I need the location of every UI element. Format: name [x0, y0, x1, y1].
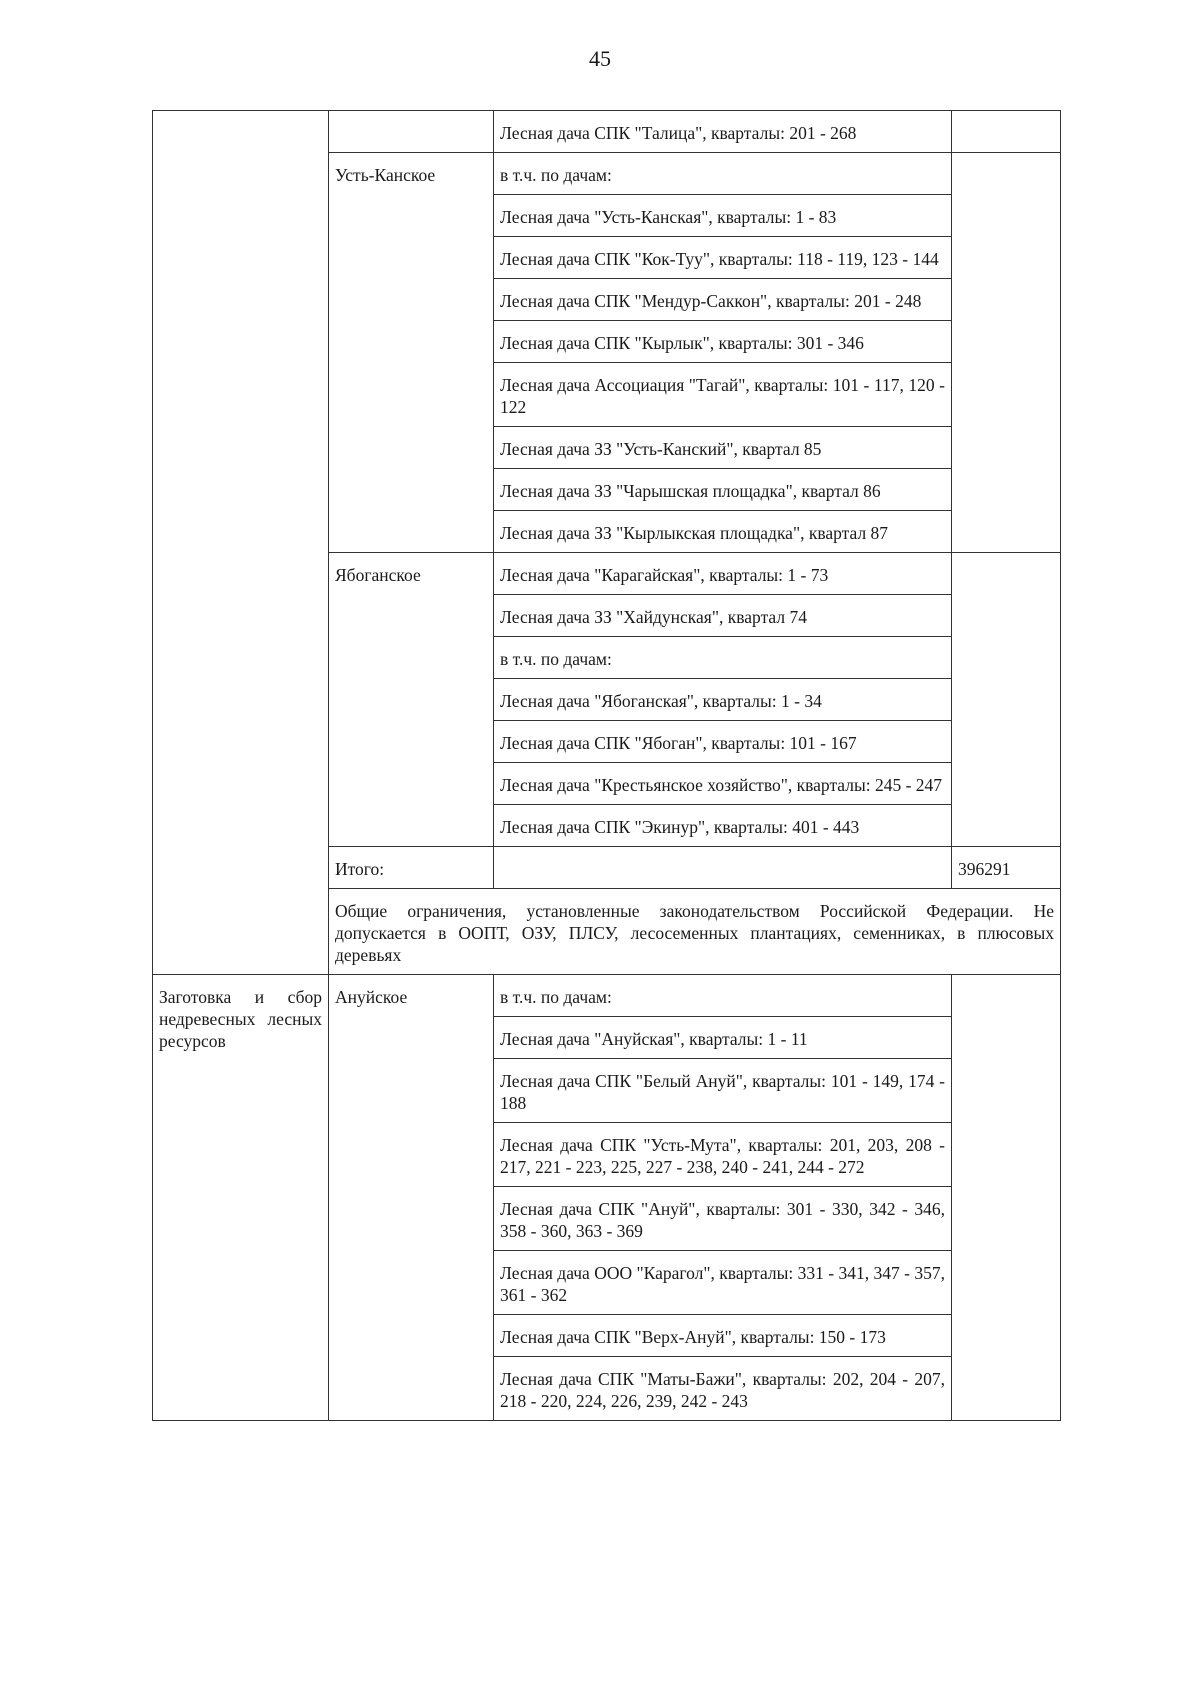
dacha-cell: Лесная дача "Карагайская", кварталы: 1 - 73	[494, 553, 952, 595]
activity-cell-empty	[153, 111, 329, 975]
dacha-cell: Лесная дача ЗЗ "Кырлыкская площадка", квартал 87	[494, 511, 952, 553]
dacha-cell: Лесная дача СПК "Белый Ануй", кварталы: 101 - 149, 174 - 188	[494, 1059, 952, 1123]
district-cell-empty	[329, 111, 494, 153]
dacha-cell: Лесная дача СПК "Мендур-Саккон", кварталы: 201 - 248	[494, 279, 952, 321]
dacha-cell: Лесная дача "Ябоганская", кварталы: 1 - 34	[494, 679, 952, 721]
dacha-cell: в т.ч. по дачам:	[494, 637, 952, 679]
activity-cell: Заготовка и сбор недревесных лесных ресурсов	[153, 975, 329, 1421]
page-number: 45	[589, 46, 611, 71]
dacha-cell: Лесная дача СПК "Ябоган", кварталы: 101 - 167	[494, 721, 952, 763]
district-cell: Ябоганское	[329, 553, 494, 847]
dacha-cell: Лесная дача СПК "Ануй", кварталы: 301 - 330, 342 - 346, 358 - 360, 363 - 369	[494, 1187, 952, 1251]
dacha-cell: Лесная дача "Ануйская", кварталы: 1 - 11	[494, 1017, 952, 1059]
dacha-cell: Лесная дача ЗЗ "Хайдунская", квартал 74	[494, 595, 952, 637]
area-cell	[952, 153, 1061, 553]
table-row	[153, 111, 1061, 153]
total-label: Итого:	[329, 847, 494, 889]
total-value: 396291	[952, 847, 1061, 889]
district-cell: Усть-Канское	[329, 153, 494, 553]
restrictions-text: Общие ограничения, установленные законодательством Российской Федерации. Не допускается в ООПТ, ОЗУ, ПЛСУ, лесосеменных плантациях, семенниках, в плюсовых деревьях	[329, 889, 1061, 975]
dacha-cell: Лесная дача СПК "Талица", кварталы: 201 - 268	[494, 111, 952, 153]
table-row	[153, 975, 1061, 1017]
dacha-cell: Лесная дача Ассоциация "Тагай", кварталы: 101 - 117, 120 - 122	[494, 363, 952, 427]
dacha-cell-empty	[494, 847, 952, 889]
dacha-cell: Лесная дача СПК "Усть-Мута", кварталы: 201, 203, 208 - 217, 221 - 223, 225, 227 - 238, 240 - 241, 244 - 272	[494, 1123, 952, 1187]
district-cell: Ануйское	[329, 975, 494, 1421]
dacha-cell: Лесная дача ЗЗ "Усть-Канский", квартал 85	[494, 427, 952, 469]
dacha-cell: Лесная дача СПК "Экинур", кварталы: 401 - 443	[494, 805, 952, 847]
dacha-cell: Лесная дача СПК "Маты-Бажи", кварталы: 202, 204 - 207, 218 - 220, 224, 226, 239, 242 - 243	[494, 1357, 952, 1421]
dacha-cell: в т.ч. по дачам:	[494, 975, 952, 1017]
dacha-cell: Лесная дача СПК "Кок-Туу", кварталы: 118 - 119, 123 - 144	[494, 237, 952, 279]
dacha-cell: Лесная дача "Усть-Канская", кварталы: 1 - 83	[494, 195, 952, 237]
dacha-cell: Лесная дача СПК "Верх-Ануй", кварталы: 150 - 173	[494, 1315, 952, 1357]
dacha-cell: Лесная дача ООО "Карагол", кварталы: 331 - 341, 347 - 357, 361 - 362	[494, 1251, 952, 1315]
forest-table	[152, 110, 1061, 1421]
dacha-cell: в т.ч. по дачам:	[494, 153, 952, 195]
area-cell	[952, 111, 1061, 153]
dacha-cell: Лесная дача ЗЗ "Чарышская площадка", квартал 86	[494, 469, 952, 511]
area-cell	[952, 975, 1061, 1421]
dacha-cell: Лесная дача СПК "Кырлык", кварталы: 301 - 346	[494, 321, 952, 363]
area-cell	[952, 553, 1061, 847]
dacha-cell: Лесная дача "Крестьянское хозяйство", кварталы: 245 - 247	[494, 763, 952, 805]
